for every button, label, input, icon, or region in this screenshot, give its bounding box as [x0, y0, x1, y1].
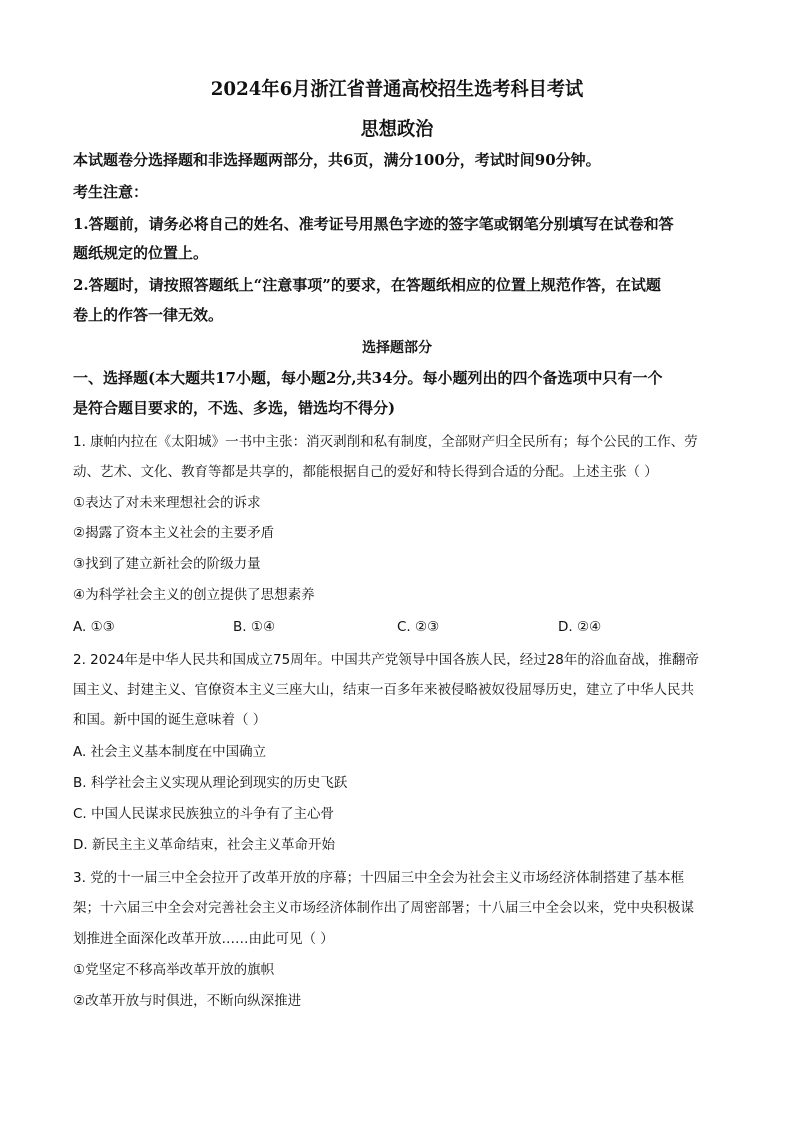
q3-statement-2: ②改革开放与时俱进，不断向纵深推进: [73, 993, 302, 1009]
q1-option-a: A. ①③: [73, 619, 115, 635]
q1-stem-line-2: 动、艺术、文化、教育等都是共享的，都能根据自己的爱好和特长得到合适的分配。上述主张（ ）: [73, 464, 658, 480]
q1-statement-2: ②揭露了资本主义社会的主要矛盾: [73, 525, 275, 541]
section-heading-line-1: 一、选择题(本大题共17小题，每小题2分,共34分。每小题列出的四个备选项中只有一个: [73, 369, 663, 387]
q2-option-b: B. 科学社会主义实现从理论到现实的历史飞跃: [73, 775, 348, 791]
section-name: 选择题部分: [362, 340, 432, 356]
q1-stem-line-1: 1. 康帕内拉在《太阳城》一书中主张：消灭剥削和私有制度，全部财产归全民所有；每个公民的工作、劳: [73, 434, 698, 450]
q1-option-b: B. ①④: [233, 619, 276, 635]
q2-option-d: D. 新民主主义革命结束，社会主义革命开始: [73, 837, 335, 853]
q2-stem-line-3: 和国。新中国的诞生意味着（ ）: [73, 712, 267, 728]
q3-stem-line-2: 架；十六届三中全会对完善社会主义市场经济体制作出了周密部署；十八届三中全会以来，党中央积极谋: [73, 900, 694, 916]
notice-title: 考生注意：: [73, 183, 149, 201]
notice-item-1-line-1: 1.答题前，请务必将自己的姓名、准考证号用黑色字迹的签字笔或钢笔分别填写在试卷和答: [73, 215, 674, 233]
q3-stem-line-1: 3. 党的十一届三中全会拉开了改革开放的序幕；十四届三中全会为社会主义市场经济体制搭建了基本框: [73, 870, 685, 886]
q1-statement-4: ④为科学社会主义的创立提供了思想素养: [73, 587, 315, 603]
q2-stem-line-2: 国主义、封建主义、官僚资本主义三座大山，结束一百多年来被侵略被奴役屈辱历史，建立了中华人民共: [73, 682, 694, 698]
notice-item-2-line-2: 卷上的作答一律无效。: [73, 306, 224, 324]
q2-stem-line-1: 2. 2024年是中华人民共和国成立75周年。中国共产党领导中国各族人民，经过28年的浴血奋战，推翻帝: [73, 652, 699, 668]
q2-option-c: C. 中国人民谋求民族独立的斗争有了主心骨: [73, 806, 335, 822]
q2-option-a: A. 社会主义基本制度在中国确立: [73, 744, 267, 760]
notice-item-1-line-2: 题纸规定的位置上。: [73, 244, 209, 262]
exam-summary: 本试题卷分选择题和非选择题两部分，共6页，满分100分，考试时间90分钟。: [73, 151, 601, 169]
q1-statement-3: ③找到了建立新社会的阶级力量: [73, 556, 261, 572]
subject-title: 思想政治: [360, 118, 434, 140]
q1-option-c: C. ②③: [397, 619, 440, 635]
section-heading-line-2: 是符合题目要求的，不选、多选，错选均不得分): [73, 399, 396, 417]
notice-item-2-line-1: 2.答题时，请按照答题纸上“注意事项”的要求，在答题纸相应的位置上规范作答，在试题: [73, 276, 661, 294]
q1-statement-1: ①表达了对未来理想社会的诉求: [73, 495, 261, 511]
q3-stem-line-3: 划推进全面深化改革开放……由此可见（ ）: [73, 931, 334, 947]
q1-option-d: D. ②④: [558, 619, 602, 635]
exam-title: 2024年6月浙江省普通高校招生选考科目考试: [210, 78, 584, 100]
q3-statement-1: ①党坚定不移高举改革开放的旗帜: [73, 962, 275, 978]
